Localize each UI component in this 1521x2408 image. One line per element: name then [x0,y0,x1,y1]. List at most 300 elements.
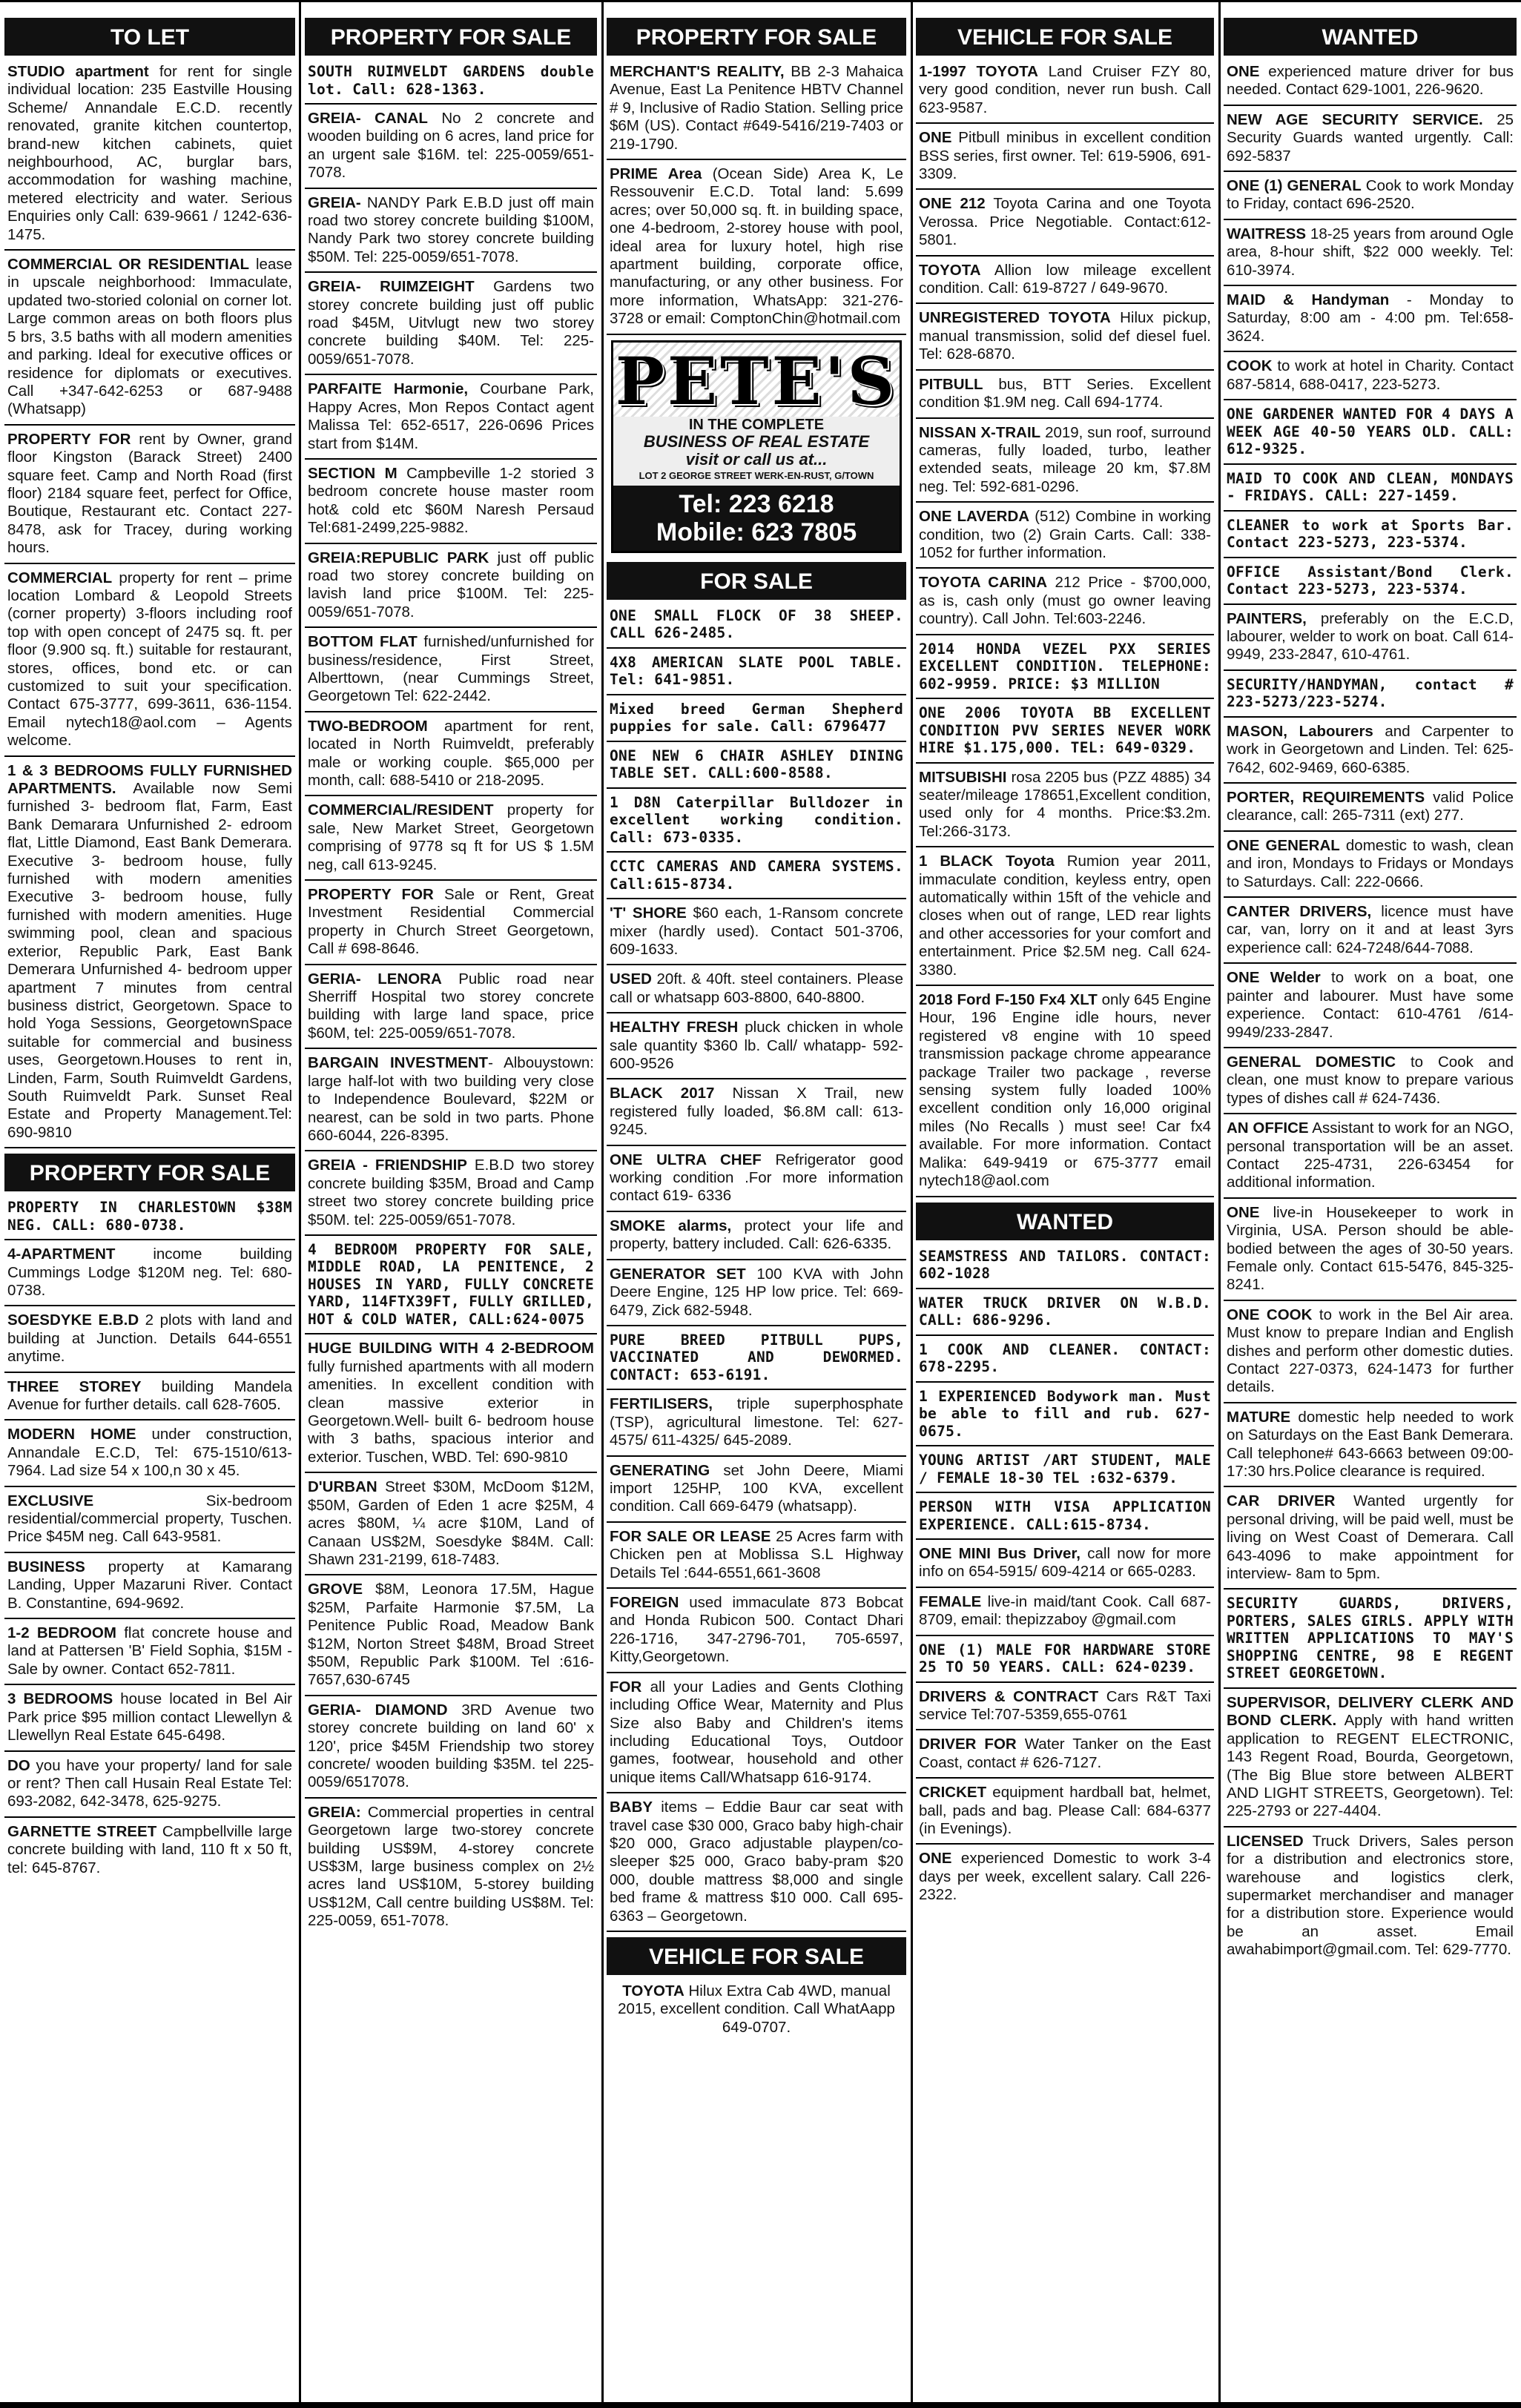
classified-ad [4,431,295,564]
classified-ad [916,1545,1214,1588]
ad-lead: SUPERVISOR, DELIVERY CLERK AND BOND CLERK. [1227,1693,1514,1730]
promo-address: LOT 2 GEORGE STREET WERK-EN-RUST, G/TOWN [639,469,874,481]
section-header: VEHICLE FOR SALE [607,1937,906,1975]
ad-lead: GERIA- DIAMOND [308,1701,448,1719]
ad-body: Nissan X Trail, new registered fully loaded, $6.8M call: 613-9245. [610,1085,903,1139]
ad-lead: PROPERTY FOR [308,886,434,904]
classified-ad [916,262,1214,305]
classified-ad [916,1736,1214,1779]
classified-ad [916,309,1214,370]
classified-ad [1224,837,1517,898]
ad-lead: EXCLUSIVE [7,1492,94,1509]
classified-ad [305,1701,597,1799]
ad-body: Allion low mileage excellent condition. Call: 619-8727 / 649-9670. [919,261,1211,297]
classified-ad [4,1426,295,1486]
classified-ad [4,63,295,251]
classified-ad [916,129,1214,190]
classified-ad [607,1528,906,1589]
ad-body: property for sale, New Market Street, Georgetown comprising of 9778 sq ft for US $ 1.5M neg, call 613-9245. [308,801,594,873]
ad-lead: COMMERCIAL [7,569,113,586]
classified-ad [305,1157,597,1236]
ad-lead: SOESDYKE E.B.D [7,1312,139,1329]
classified-ad [305,549,597,629]
classified-ad [305,380,597,460]
ad-body: 25 Acres farm with Chicken pen at Moblissa S.L Highway Details Tel :644-6551,661-3608 [610,1527,903,1581]
ad-body: Hilux Extra Cab 4WD, manual 2015, excellent condition. Call WhatAapp 649-0707. [618,1982,895,2036]
classified-ad [305,1581,597,1696]
classified-ad [916,376,1214,419]
ad-body: - Monday to Saturday, 8:00 am - 4:00 pm. Tel:658-3624. [1227,291,1514,345]
classified-ad [305,1241,597,1335]
ad-lead: DRIVER FOR [919,1736,1017,1753]
ad-body: lease in upscale neighborhood: Immaculate, updated two-storied colonial on corner lot. Large common areas on both floors plus 5 brs, 3.5 baths with all modern amenities and parking. Ideal for executive offices or residence for diplomats or executives. Call +347-642-6253 or 687-9488 (Whatsapp) [7,256,292,418]
ad-body: Pitbull minibus in excellent condition BSS series, first owner. Tel: 619-5906, 691-3309. [919,129,1211,183]
classified-ad [1224,789,1517,832]
classified-ad [607,1799,906,1932]
classified-ad [305,465,597,544]
ad-lead: PERSON WITH VISA APPLICATION EXPERIENCE. CALL:615-8734. [919,1498,1211,1533]
ad-body: No 2 concrete and wooden building on 6 acres, land price for an urgent sale $16M. tel: 225-0059/651-7078. [308,110,594,182]
classified-ad [1224,1833,1517,1965]
ad-body: Campbeville 1-2 storied 3 bedroom concrete house master room hot& cold etc $60M Naresh Persaud Tel:681-2499,225-9882. [308,464,594,537]
ad-body: (512) Combine in working condition, two (2) Grain Carts. Call: 338-1052 for further information. [919,508,1211,561]
ad-body: Six-bedroom residential/commercial property, Tuschen. Price $45M neg. Call 643-9581. [7,1492,292,1546]
ad-lead: MITSUBISHI [919,768,1007,786]
ad-lead: GENERATING [610,1461,710,1479]
classified-ad [1224,1306,1517,1403]
ad-lead: SECTION M [308,464,397,482]
promo-phones [613,486,900,551]
classified-ad [916,853,1214,986]
ad-body: and Carpenter to work in Georgetown and Linden. Tel: 625-7642, 602-9469, 660-6385. [1227,722,1514,776]
ad-lead: 2014 HONDA VEZEL PXX SERIES EXCELLENT CONDITION. TELEPHONE: 602-9959. PRICE: $3 MILLION [919,640,1211,692]
classified-ad [607,654,906,695]
ad-body: property at Kamarang Landing, Upper Mazaruni River. Contact B. Constantine, 694-9692. [7,1558,292,1612]
ad-body: call now for more info on 654-5915/ 609-4214 or 665-0283. [919,1545,1211,1581]
ad-lead: NEW AGE SECURITY SERVICE. [1227,110,1483,128]
classified-ad [4,1199,295,1240]
ad-lead: TOYOTA [919,261,981,279]
ad-lead: SEAMSTRESS AND TAILORS. CONTACT: 602-1028 [919,1247,1211,1282]
classified-ad [916,195,1214,256]
column-2 [305,15,597,2398]
classified-ad [916,574,1214,635]
ad-body: 25 Security Guards wanted urgently. Call: 692-5837 [1227,110,1514,165]
ad-body: pluck chicken in whole sale quantity $360 lb. Call/ whatapp- 592-600-9526 [610,1019,903,1073]
classified-ad [305,278,597,375]
bottom-rule [0,2402,1521,2408]
ad-body: items – Eddie Baur car seat with travel case $30 000, Graco baby high-chair $20 000, Graco adjustable playpen/co-sleeper $25 000, Graco baby-pram $20 000, double mattress $8,000 and single bed frame & mattress $10 000. Call 695-6363 – Georgetown. [610,1799,903,1925]
ad-lead: 1-1997 TOYOTA [919,63,1038,80]
column-1 [4,15,295,2398]
classified-ad [916,63,1214,124]
ad-body: Gardens two storey concrete building just off public road $45M, Uitvlugt new two storey concrete building $40M. Tel: 225-0059/651-7078. [308,278,594,368]
ad-lead: 1 COOK AND CLEANER. CONTACT: 678-2295. [919,1340,1211,1375]
ad-lead: MATURE [1227,1408,1291,1426]
ad-lead: 1 & 3 BEDROOMS FULLY FURNISHED APARTMENTS. [7,761,292,798]
ad-lead: ONE (1) GENERAL [1227,177,1362,195]
classified-ad [1224,1595,1517,1689]
ad-body: Hilux pickup, manual transmission, solid def diesel fuel. Tel: 628-6870. [919,309,1211,363]
ad-body: Rumion year 2011, immaculate condition, keyless entry, open automatically within 15ft of the vehicle and closes when out of range, LED rear lights and other accessories for your comfort and entertainment. Price $2.5M neg. Call 624-3380. [919,853,1211,979]
promo-tagline: IN THE COMPLETE [688,416,825,433]
ad-body: rent by Owner, grand floor Kingston (Barack Street) 2400 square feet. Camp and North Road (first floor) 2184 square feet, perfect for Office, Boutique, Restaurant etc. Contact 227-8478, ask for Tracey, during working hours. [7,430,292,557]
ad-lead: GARNETTE STREET [7,1822,157,1840]
ad-body: 2 plots with land and building at Junction. Details 644-6551 anytime. [7,1312,292,1366]
ad-lead: WATER TRUCK DRIVER ON W.B.D. CALL: 686-9296. [919,1294,1211,1329]
ad-body: 2019, sun roof, surround cameras, fully loaded, turbo, leather extended seats, mileage 20 km, $7.8M neg. Tel: 592-681-0296. [919,423,1211,495]
classified-ad [1224,1492,1517,1590]
ad-lead: GENERATOR SET [610,1265,746,1283]
ad-body: for rent for single individual location: 235 Eastville Housing Scheme/ Annandale E.C.D. recently renovated, granite kitchen countertop, brand-new kitchen cabinets, quiet neighbourhood, AC, burglar bars, accommodation for washing machine, metered electricity and water. Serious Enquiries only Call: 639-9661 / 1242-636-1475. [7,63,293,243]
classified-ad [1224,470,1517,512]
classified-ad [607,1217,906,1260]
ad-body: Assistant to work for an NGO, personal transportation will be an asset. Contact 225-4731, 226-63454 for additional information. [1227,1119,1514,1191]
section-header: VEHICLE FOR SALE [916,18,1214,56]
column-4 [916,15,1214,2398]
ad-body: (Ocean Side) Area K, Le Ressouvenir E.C.D. Total land: 5.699 acres; over 50,000 sq. ft. in building space, one 4-bedroom, 2-storey house with pool, ideal area for luxury hotel, high rise apartment building, corporate office, manufacturing, or any other business. For more information, WhatsApp: 321-276-3728 or email: ComptonChin@hotmail.com [610,165,903,328]
classified-ad [607,165,906,335]
ad-body: to Cook and clean, one must know to prepare various types of dishes call # 624-7436. [1227,1053,1514,1107]
ad-lead: MERCHANT'S REALITY, [610,63,785,80]
classified-ad [916,641,1214,700]
ad-lead: MASON, Labourers [1227,722,1373,740]
ad-lead: PITBULL [919,375,983,393]
ad-body: valid Police clearance, call: 265-7311 (ext) 277. [1227,789,1514,824]
classified-ad [607,1085,906,1145]
ad-body: 212 Price - $700,000, as is, cash only (must go owner leaving country). Call John. Tel:603-2246. [919,574,1211,628]
ad-lead: HEALTHY FRESH [610,1019,739,1036]
ad-lead: BLACK 2017 [610,1085,715,1102]
classified-ad [4,1378,295,1421]
ad-body: NANDY Park E.B.D just off main road two storey concrete building $100M, Nandy Park two storey concrete building $50M. Tel: 225-0059/651-7078. [308,194,594,265]
ad-body: Street $30M, McDoom $12M, $50M, Garden of Eden 1 acre $25M, 4 acres $80M, ¼ acre $10M, Land of Canaan US$2M, Soesdyke $84M. Call: Shawn 231-2199, 618-7483. [308,1478,594,1568]
classified-ad [607,1395,906,1456]
classified-ad [1224,563,1517,605]
classified-ad [305,633,597,712]
ad-lead: ONE COOK [1227,1306,1313,1323]
ad-lead: UNREGISTERED TOYOTA [919,309,1111,327]
ad-body: only 645 Engine Hour, 196 Engine idle hours, never registered v8 engine with 10 speed transmission package chrome appearance package Trailer two package , reverse sensing system fully loaded 100% excellent condition only 16,000 original miles (No Recalls ) must see! Car fx4 available. For more information. Contact Malika: 649-9419 or 675-3777 email nytech18@aol.com [919,991,1211,1190]
classified-ad [305,970,597,1050]
ad-body: under construction, Annandale E.C.D, Tel: 675-1510/613-7964. Lad size 54 x 100,n 30 x 45. [7,1426,293,1480]
ad-lead: ONE [919,1850,952,1868]
classified-ad [1224,111,1517,172]
ad-body: property for rent – prime location Lombard & Leopold Streets (corner property) 3-floors including roof top with open concept of 2475 sq. ft. per floor (9.900 sq. ft.) suitable for restaurant, stores, offices, bond etc. or can customized to suit your specification. Contact 675-3777, 699-3611, 636-1154. Email nytech18@aol.com – Agents welcome. [7,569,292,750]
ad-lead: ONE NEW 6 CHAIR ASHLEY DINING TABLE SET. CALL:600-8588. [610,747,903,782]
ad-lead: STUDIO apartment [7,63,149,80]
ad-lead: BUSINESS [7,1558,85,1575]
ad-body: Refrigerator good working condition .For more information contact 619- 6336 [610,1151,903,1205]
ad-lead: TWO-BEDROOM [308,717,428,735]
column-divider [299,0,301,2408]
classified-ad [4,569,295,757]
ad-lead: ONE GENERAL [1227,836,1340,854]
ad-lead: PURE BREED PITBULL PUPS, VACCINATED AND DEWORMED. CONTACT: 653-6191. [610,1331,903,1383]
ad-body: furnished/unfurnished for business/residence, First Street, Alberttown, (near Cummings Street, Georgetown Tel: 622-2442. [308,633,594,705]
ad-lead: GROVE [308,1581,363,1598]
classified-ad [305,1478,597,1575]
classified-ad [916,1593,1214,1636]
ad-lead: 1 BLACK Toyota [919,853,1055,870]
classified-ad [1224,225,1517,286]
ad-lead: COOK [1227,357,1273,375]
ad-lead: CAR DRIVER [1227,1492,1336,1510]
classified-ad [916,1784,1214,1845]
ad-lead: 3 BEDROOMS [7,1690,113,1708]
ad-body: Cook to work Monday to Friday, contact 696-2520. [1227,177,1514,213]
ad-lead: ONE SMALL FLOCK OF 38 SHEEP. CALL 626-2485. [610,606,903,642]
ad-lead: PAINTERS, [1227,609,1307,627]
classified-ad [607,794,906,853]
classified-ad [4,256,295,426]
classified-ad [4,1690,295,1751]
ad-body: 18-25 years from around Ogle area, 8-hour shift, $22 000 weekly. Tel: 610-3974. [1227,225,1514,279]
ad-body: set John Deere, Miami import 125HP, 100 KVA, excellent condition. Call 669-6479 (whatsapp). [610,1461,903,1515]
classified-ad [916,991,1214,1197]
ad-lead: NISSAN X-TRAIL [919,423,1041,441]
classified-ad [1224,357,1517,400]
ad-lead: BARGAIN INVESTMENT [308,1054,489,1072]
classified-ad [1224,903,1517,964]
ad-body: domestic help needed to work on Saturdays on the East Bank Demerara. Call telephone# 643-6663 between 09:00- 17:30 hrs.Police clearance is required. [1227,1408,1514,1481]
ad-lead: BOTTOM FLAT [308,633,418,651]
column-divider [1218,0,1221,2408]
classified-ad [1224,517,1517,558]
classified-ad [1224,63,1517,106]
ad-body: Courbane Park, Happy Acres, Mon Repos Contact agent Malissa Tel: 652-6517, 226-0696 Prices start from $14M. [308,380,594,452]
classified-ad [1224,723,1517,784]
ad-lead: PARFAITE Harmonie, [308,380,469,398]
ad-body: Wanted urgently for personal driving, will be paid well, must be living on West Coast of Demerara. Call 643-4096 to make appointment for interview- 8am to 5pm. [1227,1492,1514,1583]
ad-body: 100 KVA with John Deere Engine, 125 HP low price. Tel: 669-6479, Zick 682-5948. [610,1265,903,1319]
ad-body: experienced mature driver for bus needed. Contact 629-1001, 226-9620. [1227,63,1514,99]
ad-lead: SECURITY GUARDS, DRIVERS, PORTERS, SALES GIRLS. APPLY WITH WRITTEN APPLICATIONS TO MAY'S SHOPPING CENTRE, 98 E REGENT STREET GEORGETOWN. [1227,1595,1514,1682]
section-header: TO LET [4,18,295,56]
ad-lead: ONE (1) MALE FOR HARDWARE STORE 25 TO 50 YEARS. CALL: 624-0239. [919,1641,1211,1676]
ad-lead: GREIA - FRIENDSHIP [308,1157,467,1174]
petes-real-estate-ad [611,340,902,553]
ad-body: Commercial properties in central Georgetown large two-storey concrete building US$9M, 4-storey concrete US$3M, large business complex on 2½ acres land US$10M, 5-storey building US$12M, Call centre building US$8M. Tel: 225-0059, 651-7078. [308,1803,594,1930]
ad-lead: D'URBAN [308,1478,377,1496]
classified-ad [305,1804,597,1936]
classified-ad [305,886,597,965]
ad-lead: OFFICE Assistant/Bond Clerk. Contact 223-5273, 223-5374. [1227,563,1514,598]
ad-lead: 'T' SHORE [610,904,687,922]
classified-ad [607,1332,906,1391]
ad-lead: HUGE BUILDING WITH 4 2-BEDROOM [308,1340,594,1357]
ad-body: fully furnished apartments with all modern amenities. In excellent condition with clean massive exterior in Georgetown.Well- built 6- bedroom house with 3 baths, spacious interior and exterior. Tuschen, WBD. Tel: 690-9810 [308,1357,594,1466]
column-3 [607,15,906,2398]
ad-body: protect your life and property, battery included. Call: 626-6335. [610,1217,903,1253]
classified-ad [305,1340,597,1473]
classified-ad [607,747,906,789]
ad-body: to work on a boat, one painter and labourer. Must have some experience. Contact: 610-4761 /614-9949/233-2847. [1227,969,1514,1041]
ad-lead: FOR [610,1678,642,1696]
classified-ad [1224,1409,1517,1488]
ad-lead: ONE 2006 TOYOTA BB EXCELLENT CONDITION PVV SERIES NEVER WORK HIRE $1.175,000. TEL: 649-0329. [919,704,1211,757]
ad-lead: 4 BEDROOM PROPERTY FOR SALE, MIDDLE ROAD, LA PENITENCE, 2 HOUSES IN YARD, FULLY CONCRETE YARD, 114FTX39FT, FULLY GRILLED, HOT & COLD WATER, CALL:624-0075 [308,1240,594,1328]
ad-lead: ONE 212 [919,195,986,213]
ad-lead: GREIA- CANAL [308,110,428,127]
ad-body: 20ft. & 40ft. steel containers. Please call or whatsapp 603-8800, 640-8800. [610,970,903,1006]
classified-ad [916,1850,1214,1909]
ad-body: all your Ladies and Gents Clothing including Office Wear, Maternity and Plus Size also Baby and Children's items including Educational Toys, Outdoor games, footwear, household and other unique items Call/Whatsapp 616-9174. [610,1678,903,1786]
classified-ad [916,1641,1214,1683]
ad-body: E.B.D two storey concrete building $35M, Broad and Camp street two storey concrete building price $50M. tel: 225-0059/651-7078. [308,1157,594,1228]
ad-lead: TOYOTA [622,1982,684,2000]
classified-ad [607,904,906,965]
ad-lead: BABY [610,1799,653,1816]
classified-ad [1224,1694,1517,1828]
classified-ad [607,1678,906,1793]
classified-ad [916,1452,1214,1493]
top-rule [0,0,1521,2]
ad-body: Public road near Sherriff Hospital two storey concrete building with large land space, price $60M, tel: 225-0059/651-7078. [308,970,595,1042]
section-header: PROPERTY FOR SALE [305,18,597,56]
ad-body: Available now Semi furnished 3- bedroom flat, Farm, East Bank Demarara Unfurnished 2- edroom flat, Little Diamond, East Bank Demerara. Executive 3- bedroom house, fully furnished with modern amenities Executive 3- bedroom house, fully furnished with modern amenities. Huge swimming pool, clean and spacious exterior, Republic Park, East Bank Demerara Unfurnished 4- bedroom upper apartment 7 minutes from central business district, Georgetown. Space to hold Yoga Sessions, GeorgetownSpace suitable for commercial and business uses, Georgetown.Houses to rent in, Linden, Farm, South Ruimveldt Gardens, South Ruimveldt Park. Sunset Real Estate and Property Management.Tel: 690-9810 [7,780,292,1141]
ad-body: domestic to wash, clean and iron, Mondays to Fridays or Mondays to Saturdays. Call: 222-0666. [1227,836,1514,890]
classified-ad [607,970,906,1013]
ad-body: - Albouystown: large half-lot with two building very close to Independence Boulevard, $22M or nearest, can be sold in two parts. Phone 660-6044, 226-8395. [308,1054,594,1144]
ad-lead: ONE GARDENER WANTED FOR 4 DAYS A WEEK AGE 40-50 YEARS OLD. CALL: 612-9325. [1227,406,1514,458]
ad-lead: THREE STOREY [7,1377,142,1395]
classified-ad [1224,1054,1517,1114]
classified-ad [1224,969,1517,1048]
classified-ad [4,762,295,1149]
ad-body: Campbellville large concrete building with land, 110 ft x 50 ft, tel: 645-8767. [7,1822,292,1876]
classified-ad [916,1688,1214,1731]
ad-lead: ONE [919,129,952,147]
ad-lead: PRIME Area [610,165,702,183]
section-header: PROPERTY FOR SALE [4,1154,295,1191]
ad-body: live-in Housekeeper to work in Virginia, USA. Person should be able-bodied between the ages of 30-50 years. Female only. Contact 615-5476, 845-325-8241. [1227,1203,1514,1294]
ad-body: Apply with hand written application to REGENT ELECTRONIC, 143 Regent Road, Bourda, Georgetown, (The Big Blue store between ALBERT AND LIGHT STREETS, Georgetown). Tel: 225-2793 or 227-4404. [1227,1712,1514,1820]
promo-mobile: Mobile: 623 7805 [656,517,857,546]
classified-ad [305,110,597,189]
ad-lead: FOREIGN [610,1594,679,1612]
ad-lead: GERIA- LENORA [308,970,442,988]
section-header: FOR SALE [607,562,906,600]
classified-ad [607,1594,906,1673]
ad-lead: 1 EXPERIENCED Bodywork man. Must be able to fill and rub. 627-0675. [919,1387,1211,1440]
ad-lead: ONE MINI Bus Driver, [919,1545,1080,1562]
classified-ad [1224,406,1517,465]
ad-lead: FOR SALE OR LEASE [610,1527,771,1545]
classified-ad [305,718,597,797]
ad-lead: GENERAL DOMESTIC [1227,1053,1396,1071]
ad-lead: ONE [1227,63,1260,80]
ad-lead: MAID & Handyman [1227,291,1390,309]
ad-body: Truck Drivers, Sales person for a distribution and electronics store, warehouse and logistics clerk, supermarket merchandiser and manager for a distribution store. Experience would be an asset. Email awahabimport@gmail.com. Tel: 629-7770. [1227,1832,1514,1959]
ad-body: you have your property/ land for sale or rent? Then call Husain Real Estate Tel: 693-2082, 642-3478, 625-9275. [7,1756,292,1810]
ad-lead: CANTER DRIVERS, [1227,903,1372,921]
section-header: WANTED [916,1203,1214,1240]
classified-ad [305,801,597,881]
ad-lead: COMMERCIAL/RESIDENT [308,801,494,819]
ad-lead: 4-APARTMENT [7,1246,116,1263]
classified-ad [607,1462,906,1523]
ad-body: income building Cummings Lodge $120M neg. Tel: 680-0738. [7,1246,292,1299]
classified-ad [607,607,906,649]
ad-body: $60 each, 1-Ransom concrete mixer (hardly used). Contact 501-3706, 609-1633. [610,904,903,958]
classified-ad [305,63,597,105]
classified-ad [1224,676,1517,718]
classified-ad [916,1388,1214,1447]
classified-ad [1224,610,1517,671]
ad-body: bus, BTT Series. Excellent condition $1.9M neg. Call 694-1774. [919,375,1211,411]
ad-body: licence must have car, van, lorry on it and at least 3yrs experience call: 624-7248/644-7088. [1227,903,1514,956]
ad-body: equipment hardball bat, helmet, ball, pads and bag. Please Call: 684-6377 (in Evenings). [919,1784,1211,1838]
ad-body: triple superphosphate (TSP), agricultural limestone. Tel: 627-4575/ 611-4325/ 645-2089. [610,1395,903,1449]
ad-lead: DRIVERS & CONTRACT [919,1687,1099,1705]
ad-lead: SOUTH RUIMVELDT GARDENS double lot. Call: 628-1363. [308,63,594,98]
ad-lead: TOYOTA CARINA [919,574,1047,592]
promo-tel: Tel: 223 6218 [679,489,834,518]
ad-body: apartment for rent, located in North Ruimveldt, preferably male or working couple. $65,000 per month, call: 688-5410 or 218-2095. [308,717,594,789]
classified-ad [4,1312,295,1372]
classified-ad [305,194,597,274]
promo-logo: PETE'S [613,343,900,417]
ad-body: just off public road two storey concrete building on lavish land price $100M. Tel: 225-0059/651-7078. [308,549,594,621]
ad-lead: ONE [1227,1203,1260,1221]
classified-ad [916,1248,1214,1289]
ad-body: to work at hotel in Charity. Contact 687-5814, 688-0417, 223-5273. [1227,357,1514,393]
classified-ad [916,508,1214,569]
ad-lead: 1 D8N Caterpillar Bulldozer in excellent working condition. Call: 673-0335. [610,793,903,846]
classified-ad [4,1624,295,1685]
ad-lead: GREIA: [308,1803,361,1821]
ad-body: to work in the Bel Air area. Must know to prepare Indian and English dishes and perform other domestic duties. Contact 227-0373, 624-1473 for further details. [1227,1306,1514,1396]
classified-ad [916,1294,1214,1336]
ad-body: rosa 2205 bus (PZZ 4885) 34 seater/mileage 178651,Excellent condition, used only for 4 months. Price:$3.2m. Tel:266-3173. [919,768,1211,840]
classified-ad [607,1982,906,2042]
ad-lead: AN OFFICE [1227,1119,1309,1137]
ad-body: live-in maid/tant Cook. Call 687-8709, email: thepizzaboy @gmail.com [919,1592,1211,1629]
ad-lead: GREIA- RUIMZEIGHT [308,278,475,296]
classified-ad [916,704,1214,764]
ad-lead: 2018 Ford F-150 Fx4 XLT [919,991,1098,1009]
ad-lead: GREIA:REPUBLIC PARK [308,549,489,566]
ad-body: preferably on the E.C.D, labourer, welder to work on boat. Call 614-9949, 233-2847, 610-4761. [1227,609,1514,664]
ad-body: used immaculate 873 Bobcat and Honda Rubicon 500. Contact Dhari 226-1716, 347-2796-701, 705-6597, Kitty,Georgetown. [610,1594,903,1666]
classified-ad [4,1492,295,1553]
ad-lead: CRICKET [919,1784,987,1802]
ad-lead: FERTILISERS, [610,1395,713,1413]
ad-lead: USED [610,970,652,988]
ad-body: experienced Domestic to work 3-4 days per week, excellent salary. Call 226-2322. [919,1850,1211,1904]
ad-lead: 4X8 AMERICAN SLATE POOL TABLE. Tel: 641-9851. [610,653,903,689]
classified-ad [4,1757,295,1818]
classified-ad [4,1558,295,1619]
ad-body: BB 2-3 Mahaica Avenue, East La Penitence HBTV Channel # 9, Inclusive of Radio Station. Selling price $6M (US). Contact #649-5416/219-7403 or 219-1790. [610,63,903,153]
ad-body: house located in Bel Air Park price $95 million contact Llewellyn & Llewellyn Real Estate 645-6498. [7,1690,292,1744]
column-divider [601,0,604,2408]
ad-lead: MODERN HOME [7,1426,136,1443]
ad-lead: YOUNG ARTIST /ART STUDENT, MALE / FEMALE 18-30 TEL :632-6379. [919,1452,1211,1486]
classified-ad [607,63,906,160]
ad-lead: ONE Welder [1227,969,1321,987]
ad-body: $8M, Leonora 17.5M, Hague $25M, Parfaite Harmonie $7.5M, La Penitence Public Road, Meadow Bank $12M, Norton Street $48M, Broad Street $50M, Republic Park $100M. Tel :616-7657,630-6745 [308,1581,594,1689]
ad-lead: MAID TO COOK AND CLEAN, MONDAYS - FRIDAYS. CALL: 227-1459. [1227,469,1514,505]
ad-lead: PORTER, REQUIREMENTS [1227,789,1425,807]
classified-ad [607,858,906,899]
section-header: PROPERTY FOR SALE [607,18,906,56]
promo-business-line: BUSINESS OF REAL ESTATE [643,431,870,451]
ad-body: Water Tanker on the East Coast, contact # 626-7127. [919,1736,1211,1771]
ad-lead: COMMERCIAL OR RESIDENTIAL [7,256,250,274]
ad-lead: PROPERTY FOR [7,430,131,448]
